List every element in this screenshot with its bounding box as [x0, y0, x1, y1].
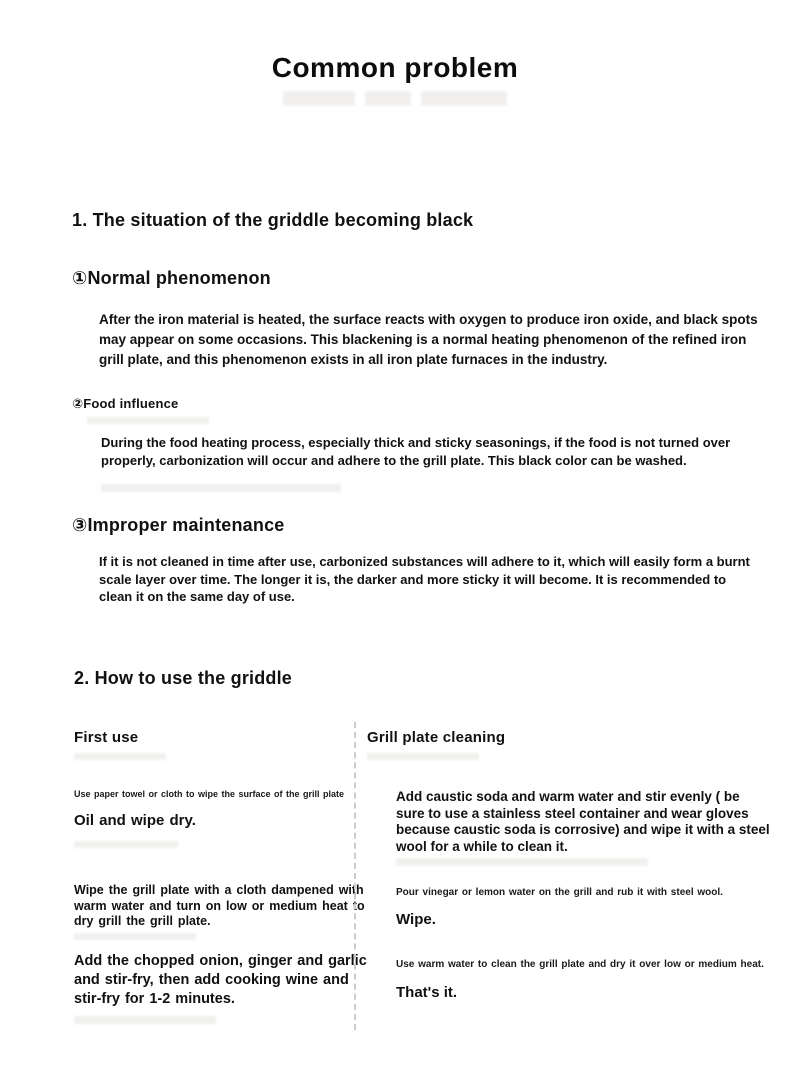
ghost-block: [396, 858, 648, 866]
left-column-heading: First use: [74, 729, 139, 746]
ghost-block: [74, 841, 178, 848]
erased-text-artifact: [0, 91, 790, 106]
ghost-block: [101, 484, 341, 492]
section1-item3-heading: ③Improper maintenance: [72, 515, 285, 535]
section2-heading: 2. How to use the griddle: [74, 668, 293, 688]
column-divider: [354, 722, 356, 1030]
right-step3-text: That's it.: [396, 984, 458, 1001]
right-step1-text: Add caustic soda and warm water and stir evenly ( be sure to use a stainless steel container and wear gloves because caustic soda is corrosive) and wipe it with a steel wool for a while to clean it.: [396, 789, 770, 854]
right-step2-text: Wipe.: [396, 911, 436, 928]
ghost-block: [421, 91, 507, 106]
left-step3-text: Add the chopped onion, ginger and garlic and stir-fry, then add cooking wine and stir-fry for 1-2 minutes.: [74, 953, 367, 1007]
left-step1-text: Oil and wipe dry.: [74, 812, 196, 829]
page-title: Common problem: [271, 52, 519, 83]
left-step2-text: Wipe the grill plate with a cloth dampened with warm water and turn on low or medium heat to dry grill the grill plate.: [74, 883, 365, 928]
section1-item1-body: After the iron material is heated, the surface reacts with oxygen to produce iron oxide, and black spots may appear on some occasions. This blackening is a normal heating phenomenon of the refined iron grill plate, and this phenomenon exists in all iron plate furnaces in the industry.: [99, 312, 758, 367]
section1-item2-body: During the food heating process, especially thick and sticky seasonings, if the food is not turned over properly, carbonization will occur and adhere to the grill plate. This black color can be washed.: [101, 435, 731, 468]
ghost-block: [283, 91, 355, 106]
ghost-block: [87, 417, 209, 424]
section1-item2-heading: ②Food influence: [72, 396, 179, 411]
left-step1-note: Use paper towel or cloth to wipe the surface of the grill plate: [74, 789, 345, 799]
ghost-block: [74, 1016, 216, 1024]
ghost-block: [74, 753, 166, 760]
section1-heading: 1. The situation of the griddle becoming black: [72, 210, 474, 230]
right-column-heading: Grill plate cleaning: [367, 729, 506, 746]
right-step2-note: Pour vinegar or lemon water on the grill and rub it with steel wool.: [396, 887, 723, 898]
ghost-block: [365, 91, 411, 106]
ghost-block: [74, 933, 196, 940]
ghost-block: [367, 753, 479, 760]
right-step3-note: Use warm water to clean the grill plate and dry it over low or medium heat.: [396, 959, 764, 970]
section1-item1-heading: ①Normal phenomenon: [72, 268, 271, 288]
section1-item3-body: If it is not cleaned in time after use, carbonized substances will adhere to it, which will easily form a burnt scale layer over time. The longer it is, the darker and more sticky it will become. It is recommended to clean it on the same day of use.: [99, 554, 750, 604]
